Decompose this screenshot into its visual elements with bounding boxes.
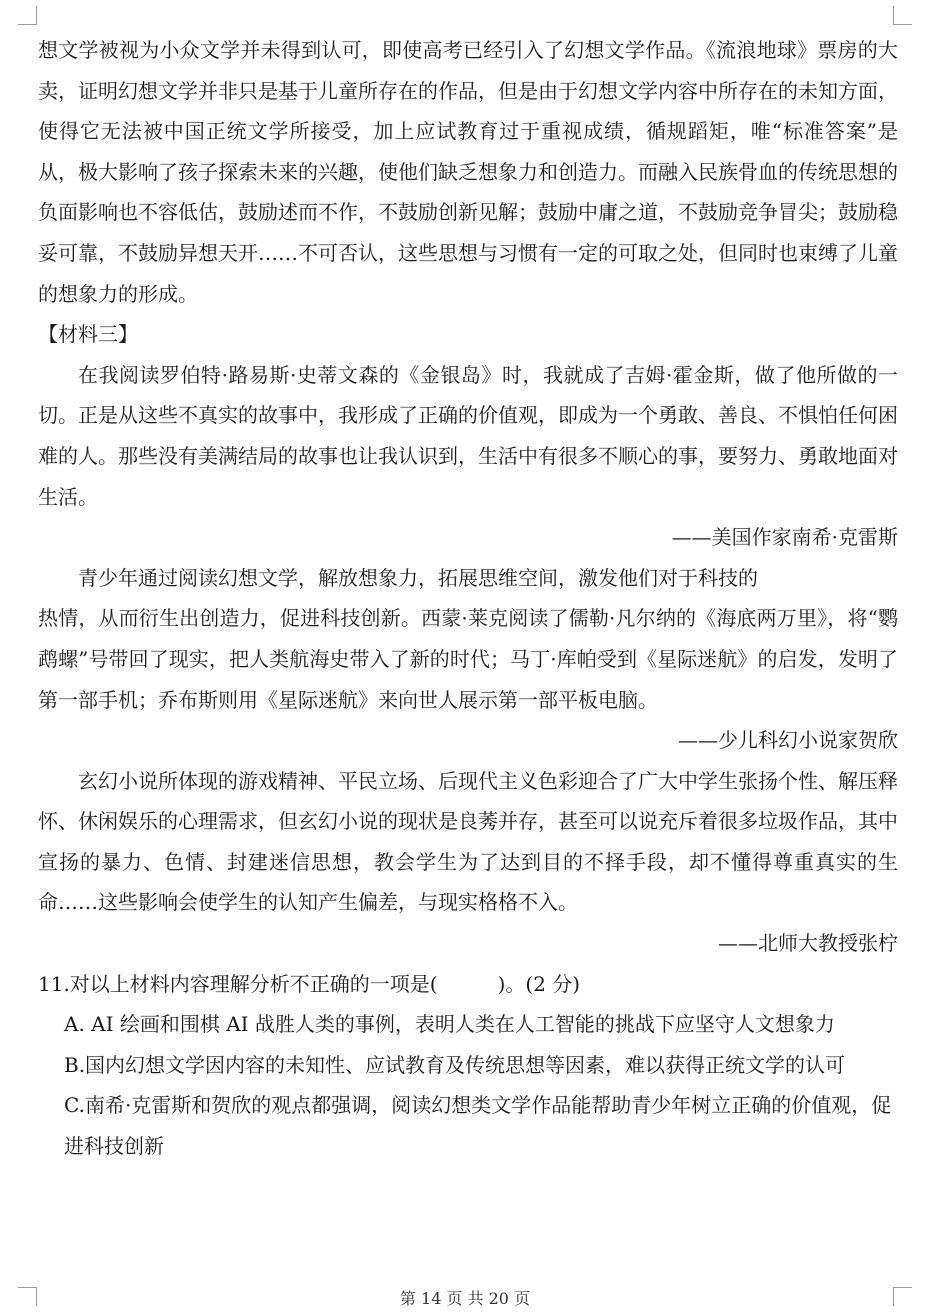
quote-paragraph-2-line-1: 青少年通过阅读幻想文学，解放想象力，拓展思维空间，激发他们对于科技的	[78, 565, 758, 590]
quote-paragraph-3: 玄幻小说所体现的游戏精神、平民立场、后现代主义色彩迎合了广大中学生张扬个性、解压释怀、休闲娱乐的心理需求，但玄幻小说的现状是良莠并存，甚至可以说充斥着很多垃圾作品，其中宣扬的暴力、色情、封建迷信思想，教会学生为了达到目的不择手段，却不懂得尊重真实的生命……这些影响会使学生的认知产生偏差，与现实格格不入。	[38, 768, 898, 915]
page-content	[38, 30, 898, 1167]
attribution-2: ——少儿科幻小说家贺欣	[678, 728, 898, 753]
option-a: A. AI 绘画和围棋 AI 战胜人类的事例，表明人类在人工智能的挑战下应坚守人文想象力	[64, 1012, 835, 1037]
page-footer: 第 14 页 共 20 页	[399, 1289, 531, 1308]
crop-mark-top-right	[893, 6, 912, 25]
quote-paragraph-1: 在我阅读罗伯特·路易斯·史蒂文森的《金银岛》时，我就成了吉姆·霍金斯，做了他所做的一切。正是从这些不真实的故事中，我形成了正确的价值观，即成为一个勇敢、善良、不惧怕任何困难的人。那些没有美满结局的故事也让我认识到，生活中有很多不顺心的事，要努力、勇敢地面对生活。	[38, 362, 898, 509]
attribution-1: ——美国作家南希·克雷斯	[671, 525, 898, 550]
section-heading: 【材料三】	[38, 322, 138, 347]
paragraph-continued: 想文学被视为小众文学并未得到认可，即使高考已经引入了幻想文学作品。《流浪地球》票房的大卖，证明幻想文学并非只是基于儿童所存在的作品，但是由于幻想文学内容中所存在的未知方面，使得它无法被中国正统文学所接受，加上应试教育过于重视成绩，循规蹈矩，唯“标准答案”是从，极大影响了孩子探索未来的兴趣，使他们缺乏想象力和创造力。而融入民族骨血的传统思想的负面影响也不容低估，鼓励述而不作，不鼓励创新见解；鼓励中庸之道，不鼓励竞争冒尖；鼓励稳妥可靠，不鼓励异想天开……不可否认，这些思想与习惯有一定的可取之处，但同时也束缚了儿童的想象力的形成。	[38, 38, 898, 306]
option-c: C.南希·克雷斯和贺欣的观点都强调，阅读幻想类文学作品能帮助青少年树立正确的价值观，促进科技创新	[64, 1093, 892, 1159]
crop-mark-top-left	[18, 6, 37, 25]
option-b: B.国内幻想文学因内容的未知性、应试教育及传统思想等因素，难以获得正统文学的认可	[64, 1052, 846, 1077]
quote-paragraph-2-rest: 热情，从而衍生出创造力，促进科技创新。西蒙·莱克阅读了儒勒·凡尔纳的《海底两万里》，将“鹦鹉螺”号带回了现实，把人类航海史带入了新的时代；马丁·库帕受到《星际迷航》的启发，发明了第一部手机；乔布斯则用《星际迷航》来向世人展示第一部平板电脑。	[38, 606, 898, 712]
attribution-3: ——北师大教授张柠	[718, 931, 898, 956]
question-11: 11.对以上材料内容理解分析不正确的一项是( )。(2 分)	[38, 971, 581, 996]
